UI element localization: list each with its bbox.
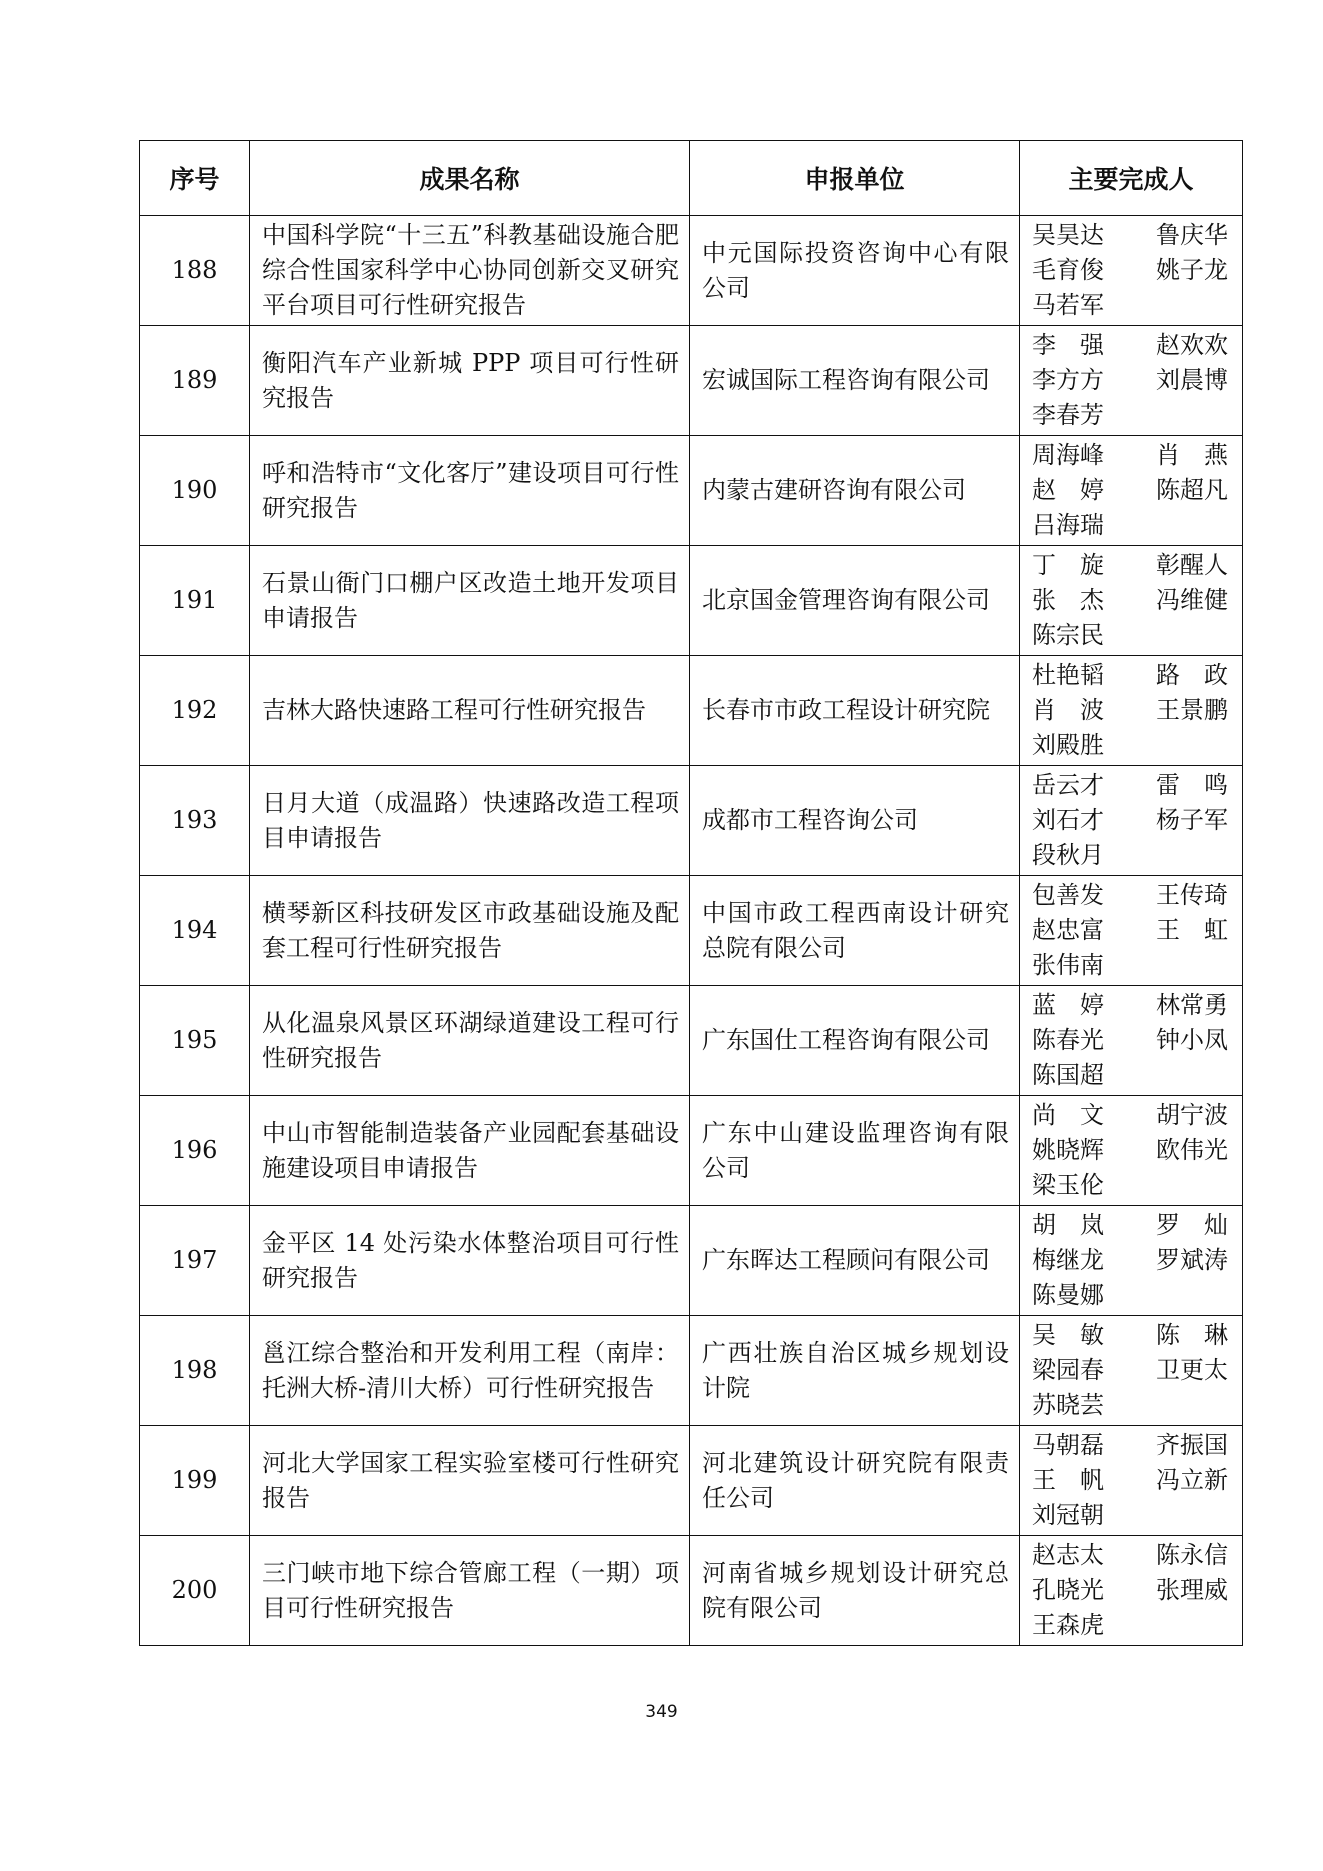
contributors-line [1032, 218, 1228, 253]
contributor-name: 刘晨博 [1156, 366, 1228, 394]
contributors-line [1032, 1463, 1228, 1498]
row-serial-number: 193 [140, 766, 250, 876]
row-main-contributors [1020, 546, 1243, 656]
contributor-name: 罗 灿 [1156, 1211, 1228, 1239]
row-result-name: 从化温泉风景区环湖绿道建设工程可行性研究报告 [250, 986, 690, 1096]
contributors-line [1032, 1168, 1228, 1203]
row-applicant-unit: 广西壮族自治区城乡规划设计院 [690, 1316, 1020, 1426]
contributor-name: 陈春光 [1032, 1026, 1104, 1054]
contributors-line [1032, 1058, 1228, 1093]
row-result-name: 中山市智能制造装备产业园配套基础设施建设项目申请报告 [250, 1096, 690, 1206]
contributor-name: 马朝磊 [1032, 1431, 1104, 1459]
contributors-line [1032, 508, 1228, 543]
contributors-line [1032, 618, 1228, 653]
contributors-line [1032, 1278, 1228, 1313]
contributors-line [1032, 1023, 1228, 1058]
contributor-name: 梁园春 [1032, 1356, 1104, 1384]
contributors-line [1032, 1428, 1228, 1463]
contributor-name: 吴 敏 [1032, 1321, 1104, 1349]
contributor-name: 梁玉伦 [1032, 1171, 1104, 1199]
row-serial-number: 192 [140, 656, 250, 766]
contributors-line [1032, 1318, 1228, 1353]
contributor-name: 赵欢欢 [1156, 331, 1228, 359]
header-applicant-unit: 申报单位 [690, 141, 1020, 216]
contributors-line [1032, 1573, 1228, 1608]
row-applicant-unit: 广东国仕工程咨询有限公司 [690, 986, 1020, 1096]
contributor-name: 王传琦 [1156, 881, 1228, 909]
row-applicant-unit: 河南省城乡规划设计研究总院有限公司 [690, 1536, 1020, 1646]
row-main-contributors [1020, 766, 1243, 876]
contributor-name: 吴昊达 [1032, 221, 1104, 249]
contributors-line [1032, 328, 1228, 363]
contributors-line [1032, 1608, 1228, 1643]
contributor-name: 马若军 [1032, 291, 1104, 319]
row-result-name: 呼和浩特市“文化客厅”建设项目可行性研究报告 [250, 436, 690, 546]
contributor-name: 陈永信 [1156, 1541, 1228, 1569]
contributor-name: 张理威 [1156, 1576, 1228, 1604]
contributor-name: 苏晓芸 [1032, 1391, 1104, 1419]
contributors-line [1032, 1353, 1228, 1388]
contributors-line [1032, 1208, 1228, 1243]
contributor-name: 齐振国 [1156, 1431, 1228, 1459]
row-main-contributors [1020, 1096, 1243, 1206]
table-row [140, 1426, 1243, 1536]
contributors-line [1032, 988, 1228, 1023]
contributors-line [1032, 583, 1228, 618]
table-header-row [140, 141, 1243, 216]
contributors-line [1032, 548, 1228, 583]
row-result-name: 中国科学院“十三五”科教基础设施合肥综合性国家科学中心协同创新交叉研究平台项目可行性研究报告 [250, 216, 690, 326]
contributor-name: 孔晓光 [1032, 1576, 1104, 1604]
contributor-name: 周海峰 [1032, 441, 1104, 469]
contributor-name: 陈曼娜 [1032, 1281, 1104, 1309]
contributor-name: 李方方 [1032, 366, 1104, 394]
row-result-name: 横琴新区科技研发区市政基础设施及配套工程可行性研究报告 [250, 876, 690, 986]
row-main-contributors [1020, 326, 1243, 436]
table-row [140, 1096, 1243, 1206]
contributor-name: 丁 旋 [1032, 551, 1104, 579]
header-result-name: 成果名称 [250, 141, 690, 216]
contributors-line [1032, 473, 1228, 508]
row-applicant-unit: 宏诚国际工程咨询有限公司 [690, 326, 1020, 436]
contributor-name: 刘殿胜 [1032, 731, 1104, 759]
row-serial-number: 189 [140, 326, 250, 436]
row-main-contributors [1020, 1426, 1243, 1536]
table-row [140, 1206, 1243, 1316]
contributor-name: 蓝 婷 [1032, 991, 1104, 1019]
row-serial-number: 200 [140, 1536, 250, 1646]
table-row [140, 1536, 1243, 1646]
contributors-line [1032, 913, 1228, 948]
row-result-name: 河北大学国家工程实验室楼可行性研究报告 [250, 1426, 690, 1536]
row-result-name: 邕江综合整治和开发利用工程（南岸：托洲大桥-清川大桥）可行性研究报告 [250, 1316, 690, 1426]
row-result-name: 三门峡市地下综合管廊工程（一期）项目可行性研究报告 [250, 1536, 690, 1646]
contributor-name: 冯维健 [1156, 586, 1228, 614]
results-table [139, 140, 1243, 1646]
contributor-name: 肖 波 [1032, 696, 1104, 724]
contributor-name: 姚子龙 [1156, 256, 1228, 284]
contributor-name: 张伟南 [1032, 951, 1104, 979]
row-main-contributors [1020, 656, 1243, 766]
row-applicant-unit: 中国市政工程西南设计研究总院有限公司 [690, 876, 1020, 986]
contributors-line [1032, 1538, 1228, 1573]
table-row [140, 1316, 1243, 1426]
row-result-name: 吉林大路快速路工程可行性研究报告 [250, 656, 690, 766]
contributor-name: 刘石才 [1032, 806, 1104, 834]
row-applicant-unit: 内蒙古建研咨询有限公司 [690, 436, 1020, 546]
contributor-name: 李春芳 [1032, 401, 1104, 429]
contributors-line [1032, 693, 1228, 728]
contributor-name: 陈超凡 [1156, 476, 1228, 504]
contributor-name: 鲁庆华 [1156, 221, 1228, 249]
row-serial-number: 190 [140, 436, 250, 546]
row-applicant-unit: 长春市市政工程设计研究院 [690, 656, 1020, 766]
table-row [140, 766, 1243, 876]
contributor-name: 罗斌涛 [1156, 1246, 1228, 1274]
row-main-contributors [1020, 1536, 1243, 1646]
contributor-name: 吕海瑞 [1032, 511, 1104, 539]
contributor-name: 林常勇 [1156, 991, 1228, 1019]
contributors-line [1032, 1098, 1228, 1133]
row-result-name: 石景山衙门口棚户区改造土地开发项目申请报告 [250, 546, 690, 656]
table-row [140, 986, 1243, 1096]
contributors-line [1032, 1243, 1228, 1278]
row-serial-number: 188 [140, 216, 250, 326]
contributor-name: 王森虎 [1032, 1611, 1104, 1639]
contributors-line [1032, 658, 1228, 693]
contributor-name: 尚 文 [1032, 1101, 1104, 1129]
row-serial-number: 196 [140, 1096, 250, 1206]
row-serial-number: 195 [140, 986, 250, 1096]
row-applicant-unit: 北京国金管理咨询有限公司 [690, 546, 1020, 656]
table-row [140, 656, 1243, 766]
contributor-name: 梅继龙 [1032, 1246, 1104, 1274]
contributor-name: 姚晓辉 [1032, 1136, 1104, 1164]
row-result-name: 衡阳汽车产业新城 PPP 项目可行性研究报告 [250, 326, 690, 436]
table-row [140, 436, 1243, 546]
contributor-name: 王 虹 [1156, 916, 1228, 944]
contributor-name: 雷 鸣 [1156, 771, 1228, 799]
contributors-line [1032, 948, 1228, 983]
row-main-contributors [1020, 216, 1243, 326]
contributor-name: 包善发 [1032, 881, 1104, 909]
row-serial-number: 197 [140, 1206, 250, 1316]
table-row [140, 326, 1243, 436]
contributor-name: 赵忠富 [1032, 916, 1104, 944]
contributors-line [1032, 438, 1228, 473]
contributors-line [1032, 768, 1228, 803]
contributors-line [1032, 728, 1228, 763]
contributors-line [1032, 878, 1228, 913]
header-main-contributors: 主要完成人 [1020, 141, 1243, 216]
row-main-contributors [1020, 436, 1243, 546]
contributor-name: 杜艳韬 [1032, 661, 1104, 689]
row-result-name: 金平区 14 处污染水体整治项目可行性研究报告 [250, 1206, 690, 1316]
contributors-line [1032, 363, 1228, 398]
row-applicant-unit: 中元国际投资咨询中心有限公司 [690, 216, 1020, 326]
contributor-name: 赵 婷 [1032, 476, 1104, 504]
contributors-line [1032, 288, 1228, 323]
contributor-name: 王景鹏 [1156, 696, 1228, 724]
contributor-name: 钟小凤 [1156, 1026, 1228, 1054]
contributor-name: 彰醒人 [1156, 551, 1228, 579]
contributor-name: 欧伟光 [1156, 1136, 1228, 1164]
contributor-name: 王 帆 [1032, 1466, 1104, 1494]
table-row [140, 216, 1243, 326]
contributor-name: 胡 岚 [1032, 1211, 1104, 1239]
row-serial-number: 191 [140, 546, 250, 656]
table-row [140, 876, 1243, 986]
table-body [140, 216, 1243, 1646]
contributor-name: 毛育俊 [1032, 256, 1104, 284]
row-applicant-unit: 成都市工程咨询公司 [690, 766, 1020, 876]
contributor-name: 段秋月 [1032, 841, 1104, 869]
contributor-name: 卫更太 [1156, 1356, 1228, 1384]
contributor-name: 赵志太 [1032, 1541, 1104, 1569]
row-serial-number: 198 [140, 1316, 250, 1426]
contributor-name: 杨子军 [1156, 806, 1228, 834]
row-result-name: 日月大道（成温路）快速路改造工程项目申请报告 [250, 766, 690, 876]
contributor-name: 陈国超 [1032, 1061, 1104, 1089]
row-applicant-unit: 河北建筑设计研究院有限责任公司 [690, 1426, 1020, 1536]
contributor-name: 陈 琳 [1156, 1321, 1228, 1349]
contributor-name: 李 强 [1032, 331, 1104, 359]
row-main-contributors [1020, 876, 1243, 986]
contributor-name: 刘冠朝 [1032, 1501, 1104, 1529]
contributors-line [1032, 398, 1228, 433]
page-number: 349 [645, 1702, 678, 1722]
contributors-line [1032, 803, 1228, 838]
contributors-line [1032, 1498, 1228, 1533]
row-main-contributors [1020, 986, 1243, 1096]
row-serial-number: 194 [140, 876, 250, 986]
contributors-line [1032, 253, 1228, 288]
contributors-line [1032, 1133, 1228, 1168]
row-main-contributors [1020, 1206, 1243, 1316]
contributors-line [1032, 838, 1228, 873]
row-applicant-unit: 广东晖达工程顾问有限公司 [690, 1206, 1020, 1316]
contributor-name: 路 政 [1156, 661, 1228, 689]
contributor-name: 陈宗民 [1032, 621, 1104, 649]
row-main-contributors [1020, 1316, 1243, 1426]
contributors-line [1032, 1388, 1228, 1423]
header-serial-number: 序号 [140, 141, 250, 216]
row-serial-number: 199 [140, 1426, 250, 1536]
contributor-name: 胡宁波 [1156, 1101, 1228, 1129]
table-row [140, 546, 1243, 656]
contributor-name: 张 杰 [1032, 586, 1104, 614]
contributor-name: 岳云才 [1032, 771, 1104, 799]
row-applicant-unit: 广东中山建设监理咨询有限公司 [690, 1096, 1020, 1206]
contributor-name: 冯立新 [1156, 1466, 1228, 1494]
contributor-name: 肖 燕 [1156, 441, 1228, 469]
